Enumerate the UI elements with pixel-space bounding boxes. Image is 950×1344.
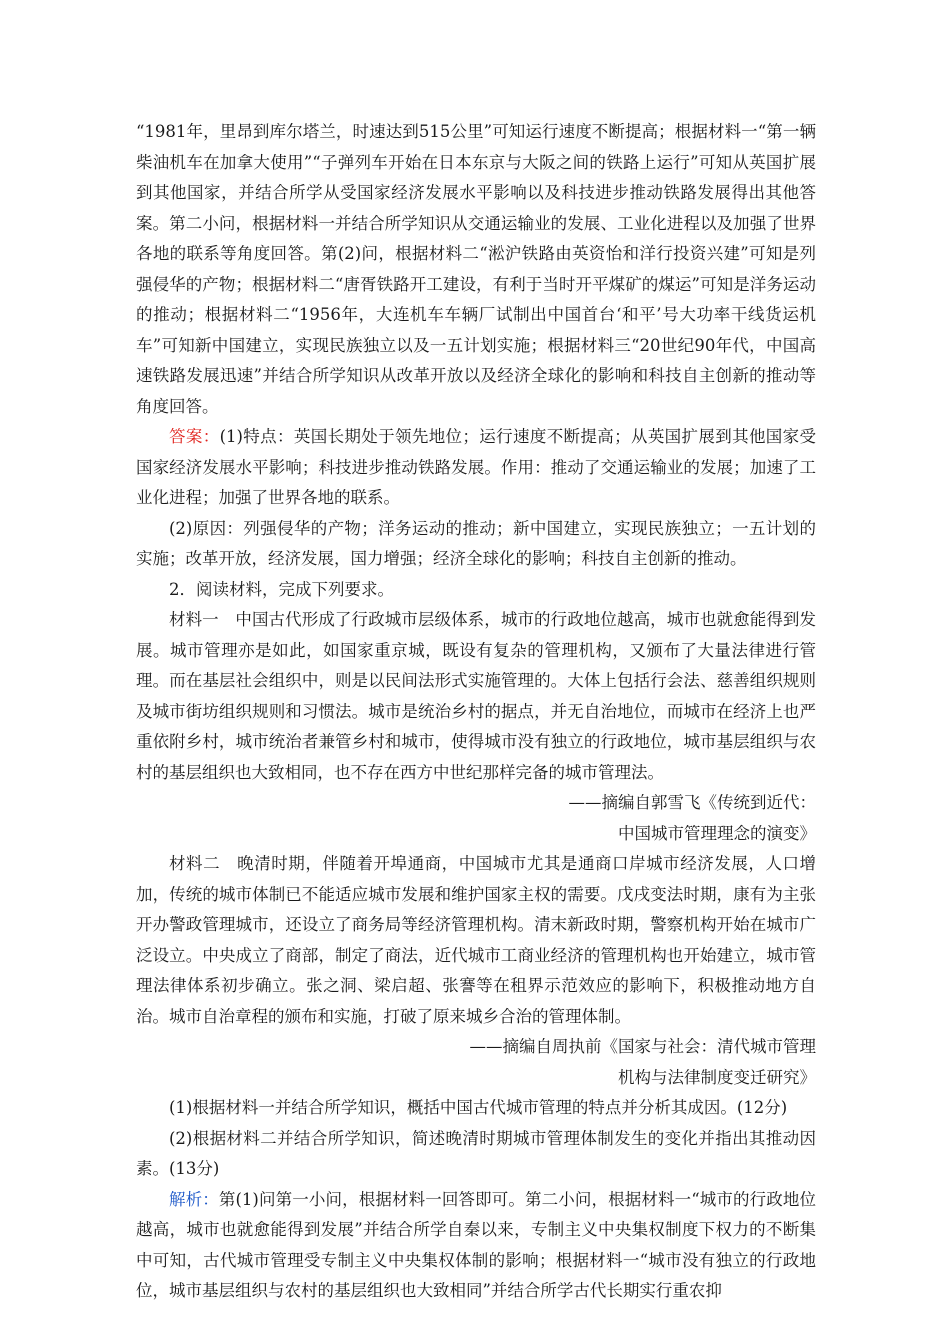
material-one: 材料一 中国古代形成了行政城市层级体系，城市的行政地位越高，城市也就愈能得到发展。城市管理亦是如此，如国家重京城，既设有复杂的管理机构，又颁布了大量法律进行管理。而在基层社会组织中，则是以民间法形式实施管理的。大体上包括行会法、慈善组织规则及城市街坊组织规则和习惯法。城市是统治乡村的据点，并无自治地位，而城市在经济上也严重依附乡村，城市统治者兼管乡村和城市，使得城市没有独立的行政地位，城市基层组织与农村的基层组织也大致相同，也不存在西方中世纪那样完备的城市管理法。: [136, 610, 816, 782]
analysis-text: 第(1)问第一小问，根据材料一回答即可。第二小问，根据材料一“城市的行政地位越高，城市也就愈能得到发展”并结合所学自秦以来，专制主义中央集权制度下权力的不断集中可知，古代城市管理受专制主义中央集权体制的影响；根据材料一“城市没有独立的行政地位，城市基层组织与农村的基层组织也大致相同”并结合所学古代长期实行重农抑: [136, 1189, 817, 1300]
paragraph-analysis: [136, 1185, 816, 1307]
answer-label: 答案：: [169, 427, 220, 446]
paragraph-answer-1: [136, 422, 816, 514]
source-citation-1-line-1: ——摘编自郭雪飞《传统到近代：: [568, 793, 816, 812]
answer-text: (1)特点：英国长期处于领先地位；运行速度不断提高；从英国扩展到其他国家受国家经济发展水平影响；科技进步推动铁路发展。作用：推动了交通运输业的发展；加速了工业化进程；加强了世界各地的联系。: [136, 427, 817, 507]
sub-question-1: (1)根据材料一并结合所学知识，概括中国古代城市管理的特点并分析其成因。(12分): [169, 1098, 788, 1117]
sub-question-2: (2)根据材料二并结合所学知识，简述晚清时期城市管理体制发生的变化并指出其推动因素。(13分): [136, 1128, 816, 1178]
paragraph-answer-2: (2)原因：列强侵华的产物；洋务运动的推动；新中国建立，实现民族独立；一五计划的实施；改革开放，经济发展，国力增强；经济全球化的影响；科技自主创新的推动。: [136, 518, 816, 568]
paragraph-analysis-continued: “1981年，里昂到库尔塔兰，时速达到515公里”可知运行速度不断提高；根据材料一“第一辆柴油机车在加拿大使用”“子弹列车开始在日本东京与大阪之间的铁路上运行”可知从英国扩展到其他国家，并结合所学从受国家经济发展水平影响以及科技进步推动铁路发展得出其他答案。第二小问，根据材料一并结合所学知识从交通运输业的发展、工业化进程以及加强了世界各地的联系等角度回答。第(2)问，根据材料二“淞沪铁路由英资怡和洋行投资兴建”可知是列强侵华的产物；根据材料二“唐胥铁路开工建设，有利于当时开平煤矿的煤运”可知是洋务运动的推动；根据材料二“1956年，大连机车车辆厂试制出中国首台‘和平’号大功率干线货运机车”可知新中国建立，实现民族独立以及一五计划实施；根据材料三“20世纪90年代，中国高速铁路发展迅速”并结合所学知识从改革开放以及经济全球化的影响和科技自主创新的推动等角度回答。: [136, 122, 816, 416]
material-two: 材料二 晚清时期，伴随着开埠通商，中国城市尤其是通商口岸城市经济发展，人口增加，传统的城市体制已不能适应城市发展和维护国家主权的需要。戊戌变法时期，康有为主张开办警政管理城市，还设立了商务局等经济管理机构。清末新政时期，警察机构开始在城市广泛设立。中央成立了商部，制定了商法，近代城市工商业经济的管理机构也开始建立，城市管理法律体系初步确立。张之洞、梁启超、张謇等在租界示范效应的影响下，积极推动地方自治。城市自治章程的颁布和实施，打破了原来城乡合治的管理体制。: [136, 854, 816, 1026]
source-citation-1-line-2: 中国城市管理理念的演变》: [618, 823, 816, 843]
source-citation-2-line-2: 机构与法律制度变迁研究》: [618, 1067, 816, 1087]
analysis-label: 解析：: [169, 1189, 219, 1209]
document-page: [136, 117, 816, 1307]
question-heading: 2．阅读材料，完成下列要求。: [169, 579, 394, 599]
source-citation-2-line-1: ——摘编自周执前《国家与社会：清代城市管理: [469, 1037, 816, 1056]
